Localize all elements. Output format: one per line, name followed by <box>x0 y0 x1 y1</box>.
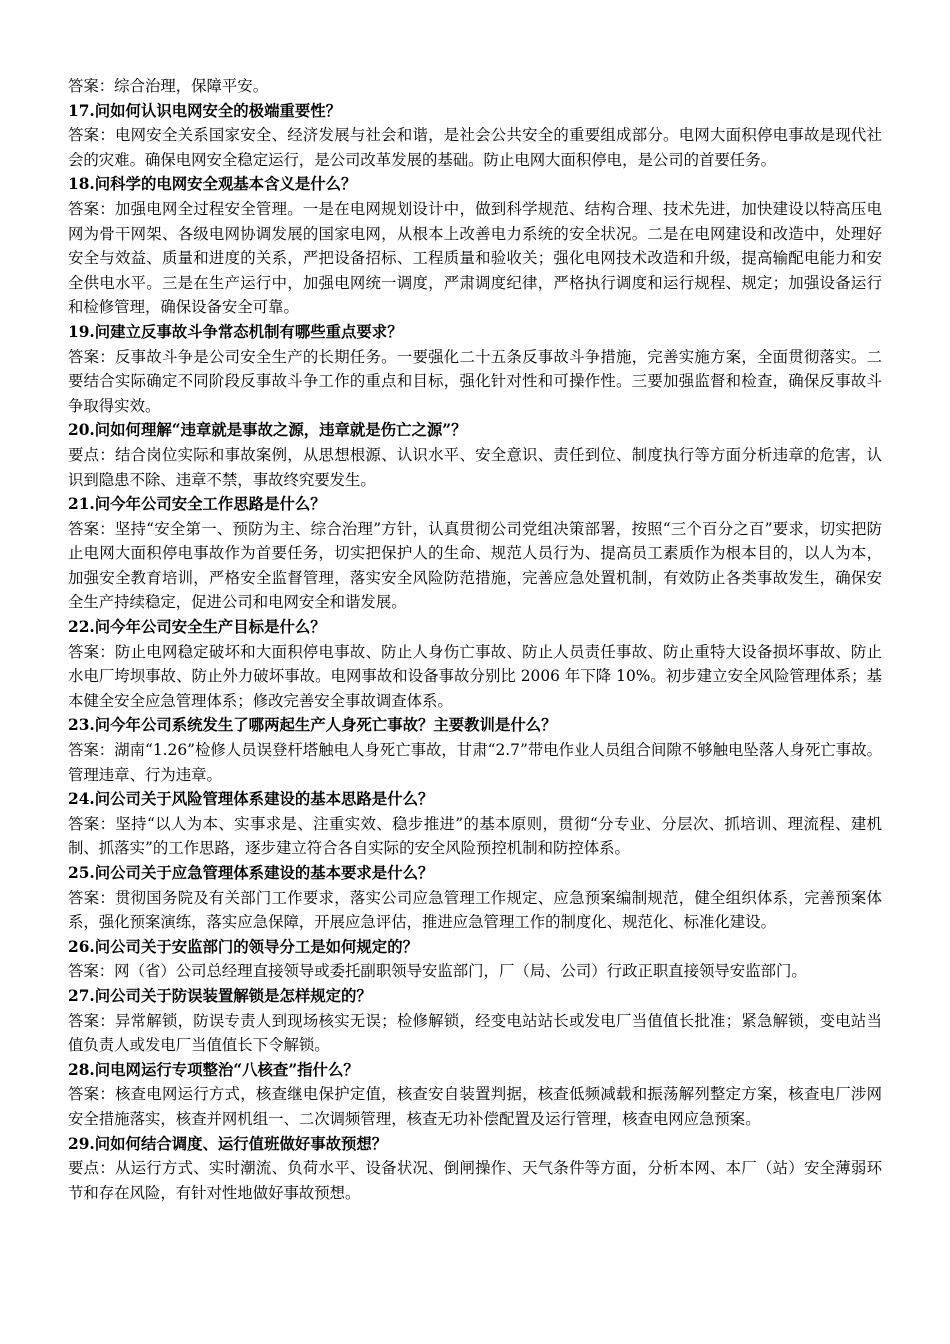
question-heading: 23.问今年公司系统发生了哪两起生产人身死亡事故？主要教训是什么？ <box>68 716 557 735</box>
question-heading: 20.问如何理解“违章就是事故之源，违章就是伤亡之源”？ <box>68 421 467 440</box>
question-heading: 21.问今年公司安全工作思路是什么？ <box>68 495 326 514</box>
question-heading: 26.问公司关于安监部门的领导分工是如何规定的？ <box>68 937 418 956</box>
question-heading: 28.问电网运行专项整治“八核查”指什么？ <box>68 1060 359 1079</box>
question-heading: 24.问公司关于风险管理体系建设的基本思路是什么？ <box>68 790 434 809</box>
answer-text: 答案：反事故斗争是公司安全生产的长期任务。一要强化二十五条反事故斗争措施，完善实施方案，全面贯彻落实。二要结合实际确定不同阶段反事故斗争工作的重点和目标，强化针对性和可操作性。三要加强监督和检查，确保反事故斗争取得实效。 <box>68 347 882 415</box>
answer-text: 答案：网（省）公司总经理直接领导或委托副职领导安监部门，厂（局、公司）行政正职直接领导安监部门。 <box>68 962 807 981</box>
question-heading: 22.问今年公司安全生产目标是什么？ <box>68 618 326 637</box>
question-heading: 25.问公司关于应急管理体系建设的基本要求是什么？ <box>68 864 434 882</box>
question-heading: 27.问公司关于防误装置解锁是怎样规定的？ <box>68 986 372 1005</box>
answer-text: 要点：从运行方式、实时潮流、负荷水平、设备状况、倒闸操作、天气条件等方面，分析本网、本厂（站）安全薄弱环节和存在风险，有针对性地做好事故预想。 <box>68 1159 882 1202</box>
question-heading: 18.问科学的电网安全观基本含义是什么？ <box>68 175 357 194</box>
answer-text: 答案：坚持“安全第一、预防为主、综合治理”方针，认真贯彻公司党组决策部署，按照“三个百分之百”要求，切实把防止电网大面积停电事故作为首要任务，切实把保护人的生命、规范人员行为、提高员工素质作为根本目的，以人为本，加强安全教育培训，严格安全监督管理，落实安全风险防范措施，完善应急处置机制，有效防止各类事故发生，确保安全生产持续稳定，促进公司和电网安全和谐发展。 <box>68 519 882 612</box>
answer-text: 答案：核查电网运行方式，核查继电保护定值，核查安自装置判据，核查低频减载和振荡解列整定方案，核查电厂涉网安全措施落实，核查并网机组一、二次调频管理，核查无功补偿配置及运行管理，核查电网应急预案。 <box>68 1085 882 1128</box>
question-heading: 17.问如何认识电网安全的极端重要性？ <box>68 101 342 120</box>
question-heading: 19.问建立反事故斗争常态机制有哪些重点要求？ <box>68 322 403 341</box>
answer-text: 答案：综合治理，保障平安。 <box>68 77 269 95</box>
answer-text: 答案：异常解锁，防误专责人到现场核实无误；检修解锁，经变电站站长或发电厂当值值长批准；紧急解锁，变电站当值负责人或发电厂当值值长下令解锁。 <box>68 1011 882 1055</box>
answer-text: 要点：结合岗位实际和事故案例，从思想根源、认识水平、安全意识、责任到位、制度执行等方面分析违章的危害，认识到隐患不除、违章不禁，事故终究要发生。 <box>68 445 882 489</box>
answer-text: 答案：加强电网全过程安全管理。一是在电网规划设计中，做到科学规范、结构合理、技术先进，加快建设以特高压电网为骨干网架、各级电网协调发展的国家电网，从根本上改善电力系统的安全状况。二是在电网建设和改造中，处理好安全与效益、质量和进度的关系，严把设备招标、工程质量和验收关；强化电网技术改造和升级，提高输配电能力和安全供电水平。三是在生产运行中，加强电网统一调度，严肃调度纪律，严格执行调度和运行规程、规定；加强设备运行和检修管理，确保设备安全可靠。 <box>68 199 882 317</box>
answer-text: 答案：湖南“1.26”检修人员误登杆塔触电人身死亡事故，甘肃“2.7”带电作业人员组合间隙不够触电坠落人身死亡事故。管理违章、行为违章。 <box>68 741 882 784</box>
answer-text: 答案：贯彻国务院及有关部门工作要求，落实公司应急管理工作规定、应急预案编制规范，健全组织体系，完善预案体系，强化预案演练，落实应急保障，开展应急评估，推进应急管理工作的制度化、规范化、标准化建设。 <box>68 888 882 932</box>
question-heading: 29.问如何结合调度、运行值班做好事故预想？ <box>68 1134 388 1153</box>
answer-text: 答案：防止电网稳定破坏和大面积停电事故、防止人身伤亡事故、防止人员责任事故、防止重特大设备损坏事故、防止水电厂垮坝事故、防止外力破坏事故。电网事故和设备事故分别比 2006 年下降 10%。初步建立安全风险管理体系；基本健全安全应急管理体系；修改完善安全事故调查体系。 <box>68 642 882 710</box>
answer-text: 答案：坚持“以人为本、实事求是、注重实效、稳步推进”的基本原则，贯彻“分专业、分层次、抓培训、理流程、建机制、抓落实”的工作思路，逐步建立符合各自实际的安全风险预控机制和防控体系。 <box>68 814 882 858</box>
answer-text: 答案：电网安全关系国家安全、经济发展与社会和谐，是社会公共安全的重要组成部分。电网大面积停电事故是现代社会的灾难。确保电网安全稳定运行，是公司改革发展的基础。防止电网大面积停电，是公司的首要任务。 <box>68 126 882 169</box>
